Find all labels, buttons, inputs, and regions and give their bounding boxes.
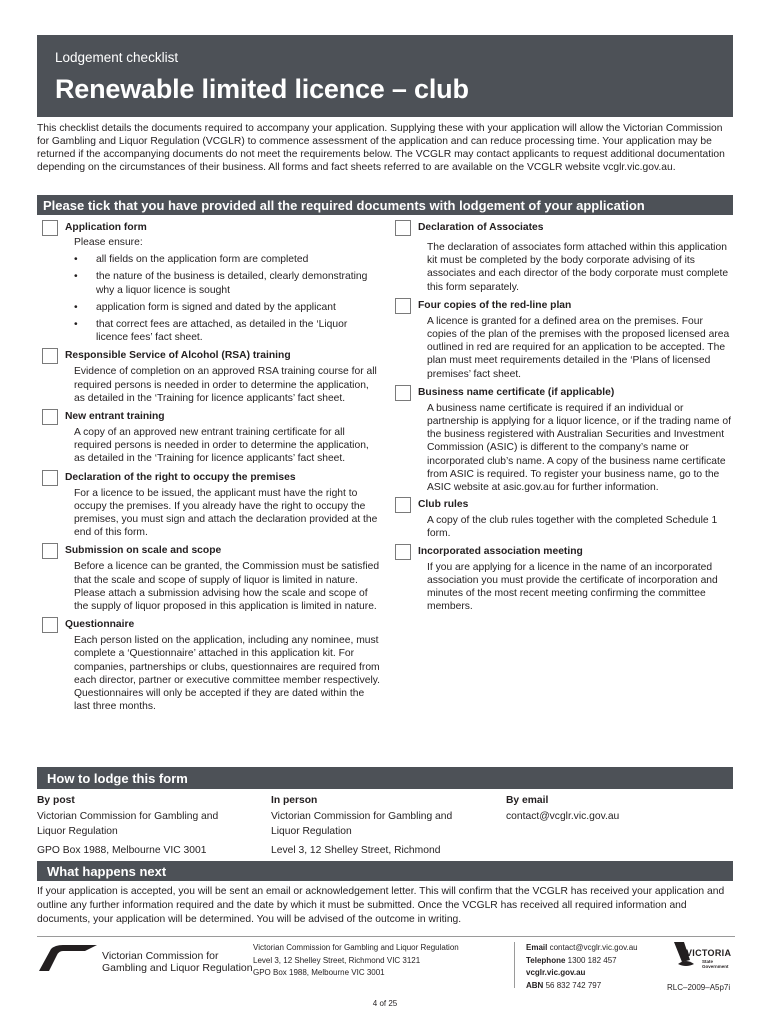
vcglr-logo-icon bbox=[37, 943, 99, 973]
lodge-person-address: Level 3, 12 Shelley Street, Richmond bbox=[271, 845, 441, 856]
logo-text-line: Victorian Commission for bbox=[102, 950, 219, 962]
checklist-right-column bbox=[395, 220, 735, 615]
checklist-left-column bbox=[42, 220, 382, 715]
victoria-logo-text: VICTORIA bbox=[686, 948, 732, 958]
checkbox[interactable] bbox=[395, 220, 411, 236]
lodge-in-person bbox=[271, 793, 452, 858]
item-body: Evidence of completion on an approved RSA training course for all required persons is needed in order to determine the application, as detailed in the ‘Training for licence applicants’ fact sheet. bbox=[74, 366, 377, 404]
item-title: Four copies of the red-line plan bbox=[418, 299, 572, 311]
item-title: Declaration of the right to occupy the premises bbox=[65, 471, 296, 483]
checklist-item-club-rules bbox=[395, 497, 735, 540]
page-number: 4 of 25 bbox=[372, 999, 398, 1008]
item-body: A licence is granted for a defined area on the premises. Four copies of the plan of the premises with the proposed licensed area outlined in red are required for an application to be accepted. The plan must meet requirements detailed in the ‘Plans of licensed premises’ fact sheet. bbox=[427, 315, 730, 380]
item-body: If you are applying for a licence in the name of an incorporated association you must provide the certificate of incorporation and minutes of the most recent meeting confirming the committee members. bbox=[427, 561, 718, 613]
item-body: Each person listed on the application, including any nominee, must complete a ‘Questionnaire’ attached in this application kit. For companies, partnerships or clubs, questionnaires are required from each director, partner or executive committee member respectively. Questionnaires will only be accepted if they are dated within the last three months. bbox=[74, 635, 380, 713]
item-title: Submission on scale and scope bbox=[65, 545, 222, 557]
checkbox[interactable] bbox=[42, 470, 58, 486]
item-title: Incorporated association meeting bbox=[418, 545, 583, 557]
checklist-item-declaration-of-associates bbox=[395, 220, 735, 294]
bullet-item: • all fields on the application form are completed bbox=[74, 253, 382, 266]
header-kicker: Lodgement checklist bbox=[55, 50, 179, 65]
next-paragraph: If your application is accepted, you will be sent an email or acknowledgement letter. This will confirm that the VCGLR has received your application and outline any further information required and the date by which it must be submitted. Once the VCGLR has received all required information and documents, your application will be determined. You will be advised of the outcome in writing. bbox=[37, 886, 725, 925]
checklist-item-application-form bbox=[42, 220, 382, 344]
checkbox[interactable] bbox=[395, 497, 411, 513]
lodge-post-heading: By post bbox=[37, 795, 75, 806]
footer-contact bbox=[526, 942, 638, 992]
intro-paragraph: This checklist details the documents required to accompany your application. Supplying these with your application will allow the Victorian Commission for Gambling and Liquor Regulation (VCGLR) to commence assessment of the application and can reduce processing time. Your application may be returned if the accompanying documents do not meet the requirements below. The VCGLR may contact applicants to request additional documentation depending on the circumstances of their business. All forms and fact sheets referred to are available on the VCGLR website vcglr.vic.gov.au. bbox=[37, 123, 725, 173]
item-title: Questionnaire bbox=[65, 619, 135, 631]
checkbox[interactable] bbox=[42, 617, 58, 633]
lodge-by-post bbox=[37, 793, 218, 858]
item-title: Business name certificate (if applicable) bbox=[418, 386, 615, 398]
checklist-item-business-name-certificate bbox=[395, 385, 735, 494]
footer-abn: 56 832 742 797 bbox=[545, 980, 602, 990]
checklist-item-red-line-plan bbox=[395, 298, 735, 381]
page-header bbox=[37, 35, 733, 117]
checklist-heading: Please tick that you have provided all the required documents with lodgement of your application bbox=[37, 195, 733, 215]
checklist-item-scale-and-scope bbox=[42, 543, 382, 613]
item-title: Club rules bbox=[418, 499, 469, 511]
lodge-person-line: Victorian Commission for Gambling and bbox=[271, 811, 453, 822]
footer-address-line: Victorian Commission for Gambling and Liquor Regulation bbox=[253, 943, 459, 952]
checkbox[interactable] bbox=[395, 385, 411, 401]
lodge-post-line: Victorian Commission for Gambling and bbox=[37, 811, 219, 822]
item-body: The declaration of associates form attached within this application kit must be completed by the body corporate advising of its associates and each director of the body corporate must complete this form separately. bbox=[427, 242, 729, 293]
victoria-logo-subtext bbox=[702, 959, 729, 969]
page-title: Renewable limited licence – club bbox=[55, 74, 469, 104]
checkbox[interactable] bbox=[395, 544, 411, 560]
checklist-item-right-to-occupy bbox=[42, 470, 382, 540]
footer-email-label: Email bbox=[526, 943, 548, 952]
item-body: For a licence to be issued, the applicant must have the right to occupy the premises. If you already have the right to occupy the premises, you must sign and attach the declaration provided at the end of this form. bbox=[74, 487, 378, 539]
bullet-item: • that correct fees are attached, as detailed in the ‘Liquor licence fees’ fact sheet. bbox=[74, 318, 382, 344]
item-intro: Please ensure: bbox=[74, 237, 143, 248]
bullet-item: • application form is signed and dated by the applicant bbox=[74, 301, 382, 314]
item-title: Declaration of Associates bbox=[418, 222, 544, 233]
lodge-post-line: Liquor Regulation bbox=[37, 826, 118, 837]
footer-abn-label: ABN bbox=[526, 980, 544, 990]
checklist-item-rsa-training bbox=[42, 348, 382, 405]
footer-phone: 1300 182 457 bbox=[567, 955, 617, 965]
checkbox[interactable] bbox=[395, 298, 411, 314]
lodge-heading: How to lodge this form bbox=[37, 767, 733, 789]
item-body: A business name certificate is required if an individual or partnership is applying for a liquor licence, or if the trading name of the business registered with Australian Securities and Investment Commission (ASIC) is different to the company’s name or incorporated club’s name. A copy of the business name certificate from ASIC is required. To register your business name, go to the ASIC website at asic.gov.au for further information. bbox=[427, 402, 731, 494]
footer-divider bbox=[37, 936, 735, 937]
footer-vertical-divider bbox=[514, 942, 515, 988]
next-heading: What happens next bbox=[37, 861, 733, 881]
vcglr-logo-text bbox=[102, 950, 253, 974]
lodge-person-heading: In person bbox=[271, 795, 318, 806]
victoria-logo-subtext-line: State bbox=[702, 959, 714, 964]
bullet-item: • the nature of the business is detailed, clearly demonstrating why a liquor licence is sought bbox=[74, 270, 382, 296]
item-body: A copy of an approved new entrant training certificate for all required persons is needed in order to determine the application, as detailed in the ‘Training for licence applicants’ fact sheet. bbox=[74, 427, 369, 465]
checkbox[interactable] bbox=[42, 220, 58, 236]
footer-address-line: Level 3, 12 Shelley Street, Richmond VIC 3121 bbox=[253, 955, 421, 965]
victoria-logo-subtext-line: Government bbox=[702, 964, 729, 969]
item-title: New entrant training bbox=[65, 411, 165, 423]
item-body: A copy of the club rules together with the completed Schedule 1 form. bbox=[427, 515, 718, 540]
footer-website[interactable]: vcglr.vic.gov.au bbox=[526, 968, 586, 977]
checklist-item-new-entrant-training bbox=[42, 409, 382, 466]
lodge-email-link[interactable]: contact@vcglr.vic.gov.au bbox=[506, 811, 620, 822]
checkbox[interactable] bbox=[42, 409, 58, 425]
lodge-email-heading: By email bbox=[506, 795, 549, 806]
item-title: Application form bbox=[65, 222, 147, 233]
lodge-post-address: GPO Box 1988, Melbourne VIC 3001 bbox=[37, 845, 207, 856]
item-title: Responsible Service of Alcohol (RSA) training bbox=[65, 350, 291, 362]
lodge-person-line: Liquor Regulation bbox=[271, 826, 352, 837]
footer-phone-label: Telephone bbox=[526, 955, 566, 965]
document-reference: RLC–2009–A5p7i bbox=[667, 983, 731, 992]
logo-text-line: Gambling and Liquor Regulation bbox=[102, 962, 253, 974]
checklist-item-incorporated-association bbox=[395, 544, 735, 614]
footer-address-line: GPO Box 1988, Melbourne VIC 3001 bbox=[253, 968, 385, 977]
footer-email[interactable]: contact@vcglr.vic.gov.au bbox=[549, 943, 638, 952]
bullet-list bbox=[65, 253, 382, 344]
checklist-item-questionnaire bbox=[42, 617, 382, 713]
item-body: Before a licence can be granted, the Commission must be satisfied that the scale and scope of supply of liquor is limited in nature. Please attach a submission advising how the scale and scope of the supply of liquor proposed in this application is limited in nature. bbox=[74, 561, 380, 613]
checkbox[interactable] bbox=[42, 348, 58, 364]
checkbox[interactable] bbox=[42, 543, 58, 559]
lodge-by-email bbox=[506, 793, 619, 824]
footer-address bbox=[253, 942, 459, 980]
